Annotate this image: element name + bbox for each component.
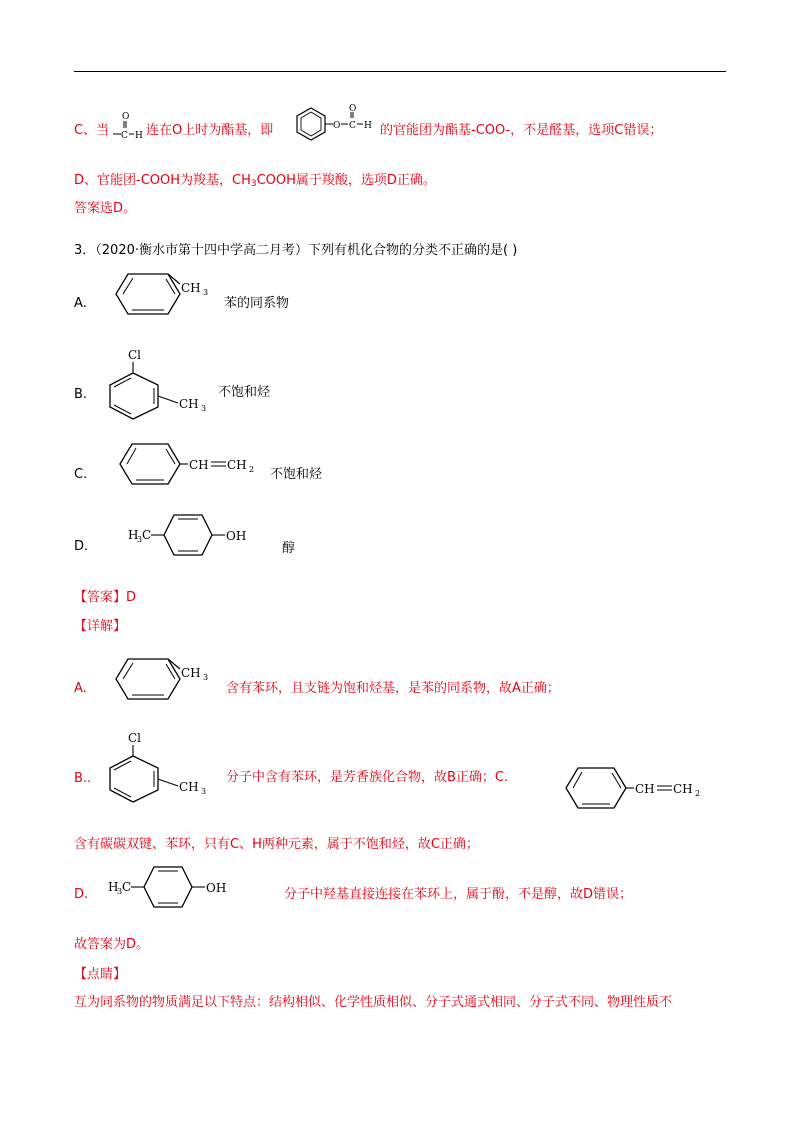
option-b-desc: 不饱和烃: [218, 385, 271, 400]
option-c-desc: 不饱和烃: [270, 467, 323, 482]
cl-label-db: Cl: [128, 731, 142, 745]
toluene-structure-detail: [104, 655, 222, 703]
ch3-sub: 3: [203, 288, 209, 297]
line-d-post: COOH属于羧酸，选项D正确。: [256, 173, 436, 188]
h3c-h-label: H: [128, 528, 139, 542]
detail-header: 【详解】: [74, 619, 127, 634]
line-d: [74, 172, 436, 190]
detail-c-text: 含有碳碳双键、苯环，只有C、H两种元素，属于不饱和烃，故C正确；: [74, 837, 479, 852]
cl-label: Cl: [128, 348, 142, 362]
h3c-c-label: C: [142, 528, 152, 542]
ch3-label-da: CH: [181, 666, 201, 680]
line-d-pre: D、官能团-COOH为羧基，CH: [74, 173, 251, 188]
h3c-c-label-dd: C: [122, 880, 132, 894]
h3c-sub: 3: [137, 535, 143, 544]
ch-label-dc: CH: [635, 782, 655, 796]
option-d-letter: D.: [74, 539, 89, 554]
line-c-pre: C、当: [74, 123, 110, 138]
h3c-h-label-dd: H: [108, 880, 119, 894]
cresol-structure-d: [128, 510, 268, 560]
ch-label: CH: [189, 458, 209, 472]
ch2-label: CH: [227, 458, 247, 472]
tip-header: 【点睛】: [74, 967, 127, 982]
aldehyde-c-label: C: [121, 131, 128, 141]
styrene-structure-detail: [556, 764, 716, 812]
cresol-structure-detail: [108, 862, 248, 912]
detail-a-text: 含有苯环，且支链为饱和烃基，是苯的同系物，故A正确；: [226, 681, 560, 696]
ester-o-label: O: [333, 121, 341, 131]
header-rule: [74, 71, 726, 72]
ch2-sub: 2: [249, 465, 255, 474]
ester-c-label: C: [349, 121, 356, 131]
option-c-letter: C.: [74, 467, 88, 482]
option-d-desc: 醇: [282, 541, 296, 556]
ch3-sub-db: 3: [201, 787, 207, 796]
ester-h-label: H: [364, 121, 372, 131]
detail-d-letter: D.: [74, 887, 89, 902]
option-a-letter: A.: [74, 296, 87, 311]
aldehyde-h-label: H: [135, 131, 143, 141]
ch2-label-dc: CH: [673, 782, 693, 796]
styrene-structure-c: [110, 440, 270, 488]
toluene-structure-a: [104, 270, 222, 318]
previous-answer: 答案选D。: [74, 201, 137, 216]
question-3: 3．（2020·衡水市第十四中学高二月考）下列有机化合物的分类不正确的是( ): [74, 243, 518, 258]
ch3-label: CH: [181, 281, 201, 295]
detail-a-letter: A.: [74, 681, 87, 696]
h3c-sub-dd: 3: [117, 887, 123, 896]
option-a-desc: 苯的同系物: [224, 296, 290, 311]
answer-header: 【答案】D: [74, 590, 137, 605]
line-c-mid: 连在O上时为酯基，即: [146, 123, 274, 138]
ch3-sub-b: 3: [201, 404, 207, 413]
detail-conclusion: 故答案为D。: [74, 937, 150, 952]
ch3-label-db: CH: [179, 780, 199, 794]
chlorotoluene-structure-b: [104, 345, 222, 425]
aldehyde-group-structure: [112, 108, 144, 142]
detail-d-text: 分子中羟基直接连接在苯环上，属于酚，不是醇，故D错误；: [284, 887, 633, 902]
chlorotoluene-structure-detail: [104, 728, 222, 808]
oh-label-dd: OH: [206, 881, 227, 895]
oh-label: OH: [226, 529, 247, 543]
detail-b-letter: B..: [74, 771, 92, 786]
ch3-sub-da: 3: [203, 673, 209, 682]
phenyl-formate-structure: [288, 104, 378, 146]
ch3-label-b: CH: [179, 397, 199, 411]
line-c-post: 的官能团为酯基-COO-，不是醛基，选项C错误；: [380, 123, 663, 138]
ester-o2-label: O: [349, 104, 357, 114]
ch2-sub-dc: 2: [695, 789, 701, 798]
option-b-letter: B.: [74, 387, 88, 402]
aldehyde-o-label: O: [122, 112, 130, 122]
line-d-sub: 3: [250, 179, 257, 189]
tip-text: 互为同系物的物质满足以下特点：结构相似、化学性质相似、分子式通式相同、分子式不同、物理性质不: [74, 995, 673, 1010]
detail-b-text: 分子中含有苯环，是芳香族化合物，故B正确；C.: [226, 770, 509, 785]
